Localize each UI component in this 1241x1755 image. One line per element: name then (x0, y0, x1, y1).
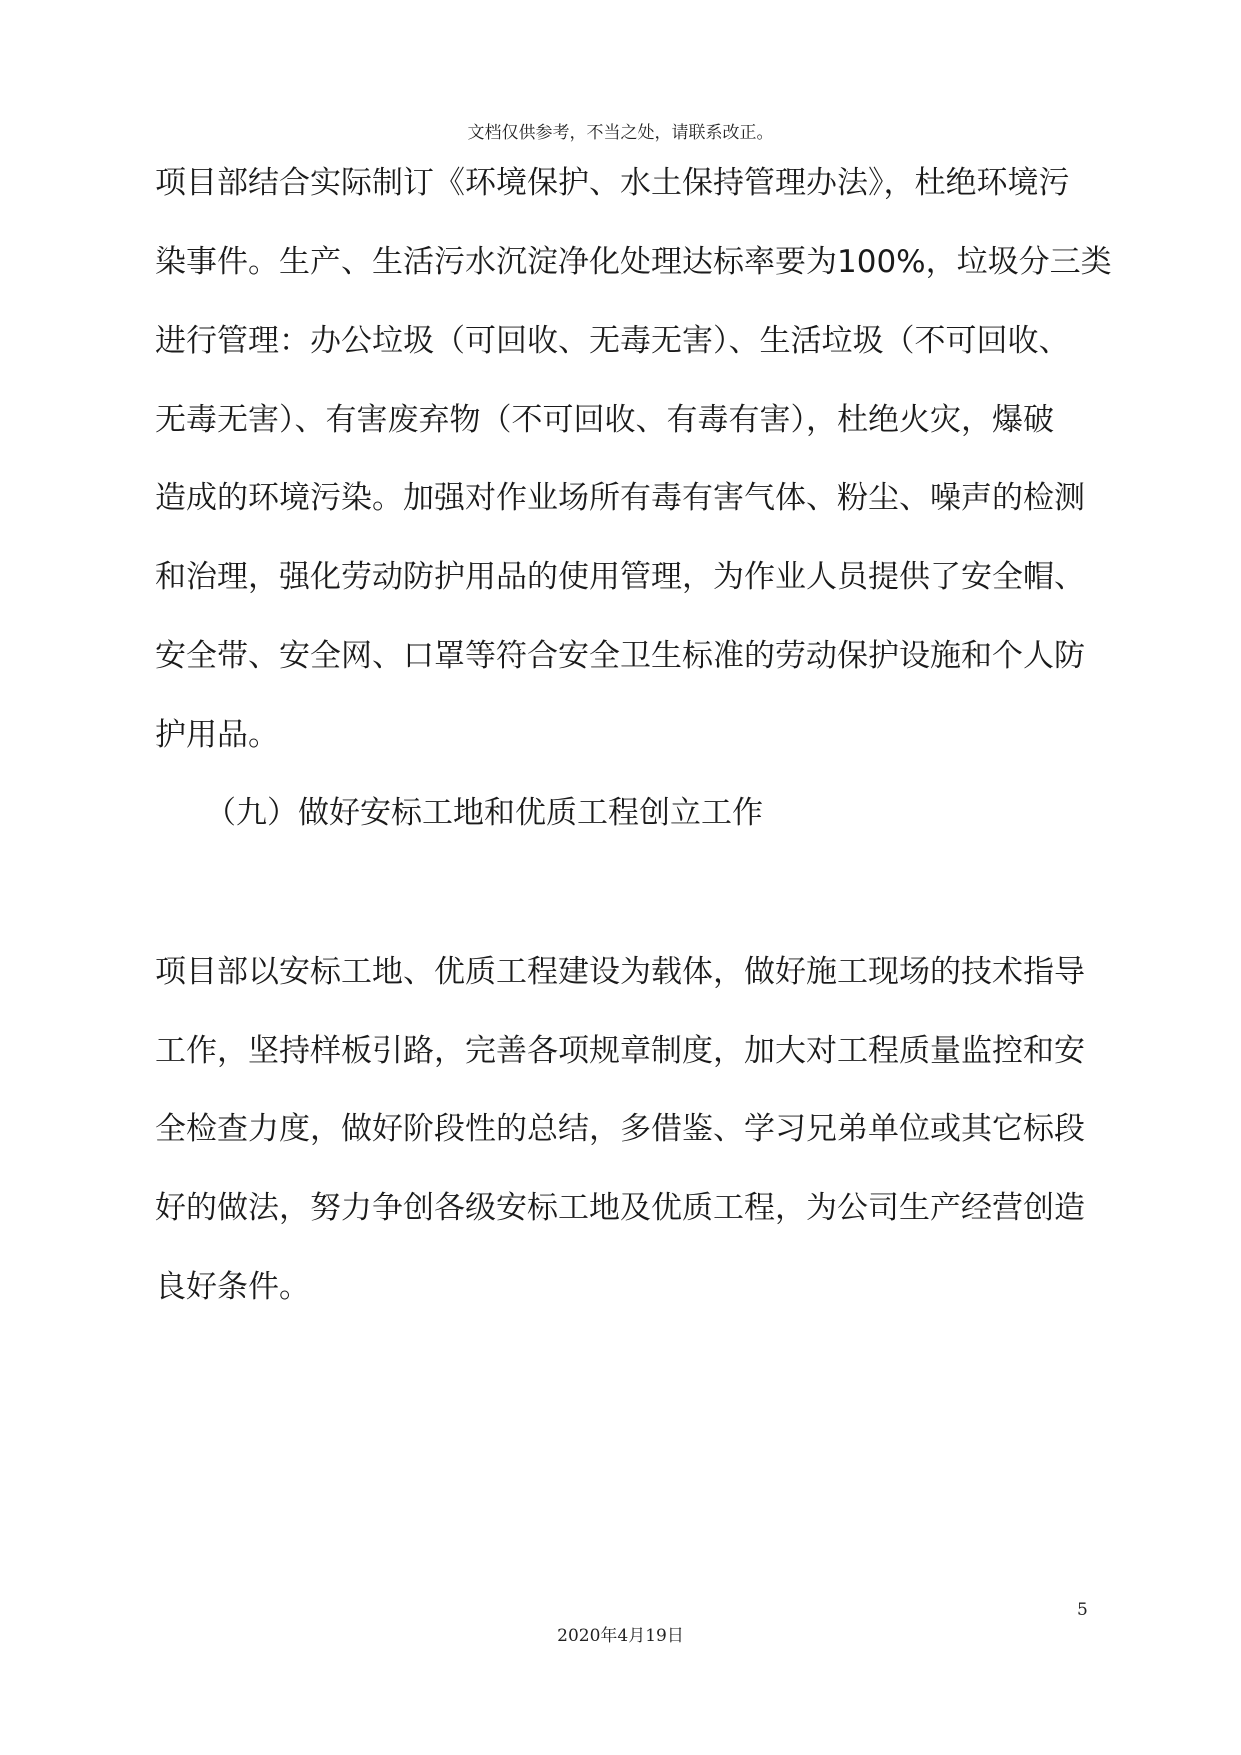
paragraph-line: 全检查力度，做好阶段性的总结，多借鉴、学习兄弟单位或其它标段 (155, 1111, 1085, 1147)
page-number: 5 (1077, 1600, 1088, 1620)
paragraph-line: 和治理，强化劳动防护用品的使用管理，为作业人员提供了安全帽、 (155, 559, 1085, 595)
paragraph-line: 护用品。 (155, 717, 279, 753)
footer-date: 2020年4月19日 (557, 1626, 684, 1646)
paragraph-line: 项目部以安标工地、优质工程建设为载体，做好施工现场的技术指导 (155, 954, 1085, 990)
paragraph-line: 安全带、安全网、口罩等符合安全卫生标准的劳动保护设施和个人防 (155, 638, 1085, 674)
paragraph-line: 无毒无害）、有害废弃物（不可回收、有毒有害），杜绝火灾，爆破 (155, 402, 1054, 438)
header-note: 文档仅供参考，不当之处，请联系改正。 (467, 123, 774, 143)
paragraph-line: 良好条件。 (155, 1269, 310, 1305)
paragraph-line: 工作，坚持样板引路，完善各项规章制度，加大对工程质量监控和安 (155, 1033, 1085, 1069)
paragraph-line: 染事件。生产、生活污水沉淀净化处理达标率要为100%，垃圾分三类 (155, 244, 1112, 280)
section-heading: （九）做好安标工地和优质工程创立工作 (205, 795, 763, 831)
paragraph-line: 好的做法，努力争创各级安标工地及优质工程，为公司生产经营创造 (155, 1190, 1085, 1226)
paragraph-line: 项目部结合实际制订《环境保护、水土保持管理办法》，杜绝环境污 (155, 165, 1070, 201)
paragraph-line: 造成的环境污染。加强对作业场所有毒有害气体、粉尘、噪声的检测 (155, 480, 1085, 516)
paragraph-line: 进行管理：办公垃圾（可回收、无毒无害）、生活垃圾（不可回收、 (155, 323, 1070, 359)
